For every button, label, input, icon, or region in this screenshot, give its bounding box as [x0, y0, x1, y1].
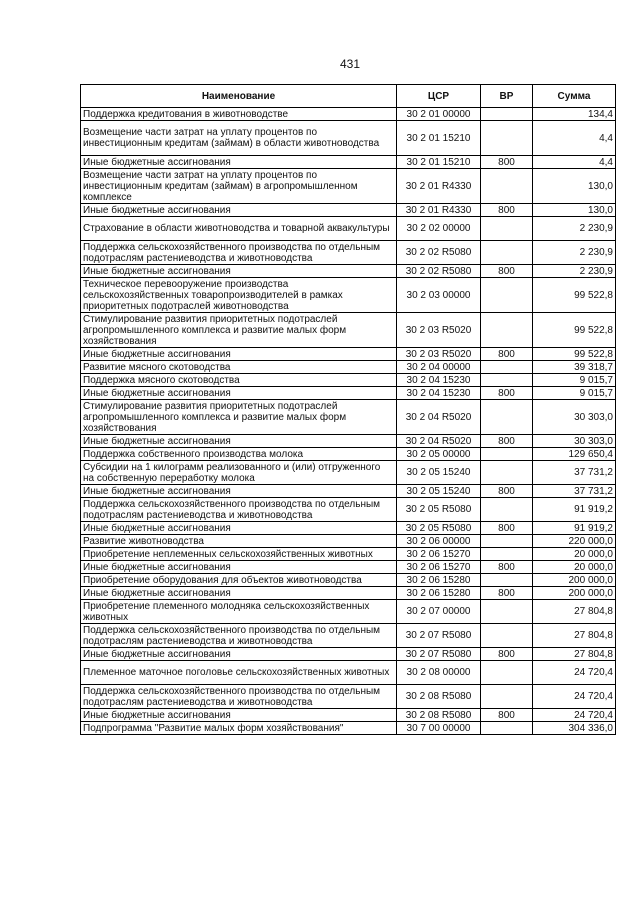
cell-sum: 99 522,8 [533, 313, 616, 348]
table-row [81, 108, 616, 121]
cell-csr: 30 2 02 R5080 [397, 265, 481, 278]
header-name: Наименование [81, 85, 397, 108]
table-row [81, 241, 616, 265]
table-row [81, 387, 616, 400]
cell-vr [481, 169, 533, 204]
cell-name: Стимулирование развития приоритетных подотраслей агропромышленного комплекса и развитие малых форм хозяйствования [81, 313, 397, 348]
cell-sum: 20 000,0 [533, 561, 616, 574]
cell-vr [481, 498, 533, 522]
cell-name: Страхование в области животноводства и товарной аквакультуры [81, 217, 397, 241]
cell-vr [481, 535, 533, 548]
cell-vr [481, 241, 533, 265]
cell-sum: 2 230,9 [533, 217, 616, 241]
cell-vr [481, 108, 533, 121]
cell-vr [481, 121, 533, 156]
table-row [81, 561, 616, 574]
cell-sum: 24 720,4 [533, 685, 616, 709]
cell-sum: 30 303,0 [533, 400, 616, 435]
cell-csr: 30 2 04 15230 [397, 374, 481, 387]
cell-name: Поддержка собственного производства молока [81, 448, 397, 461]
table-row [81, 587, 616, 600]
cell-csr: 30 2 05 R5080 [397, 522, 481, 535]
cell-sum: 91 919,2 [533, 498, 616, 522]
cell-name: Иные бюджетные ассигнования [81, 387, 397, 400]
cell-name: Иные бюджетные ассигнования [81, 648, 397, 661]
cell-name: Поддержка сельскохозяйственного производства по отдельным подотраслям растениеводства и животноводства [81, 685, 397, 709]
cell-sum: 129 650,4 [533, 448, 616, 461]
cell-name: Иные бюджетные ассигнования [81, 561, 397, 574]
cell-sum: 37 731,2 [533, 485, 616, 498]
cell-name: Иные бюджетные ассигнования [81, 709, 397, 722]
cell-name: Поддержка сельскохозяйственного производства по отдельным подотраслям растениеводства и животноводства [81, 241, 397, 265]
cell-sum: 99 522,8 [533, 348, 616, 361]
cell-vr: 800 [481, 387, 533, 400]
cell-name: Подпрограмма "Развитие малых форм хозяйствования" [81, 722, 397, 735]
cell-vr: 800 [481, 522, 533, 535]
cell-vr: 800 [481, 348, 533, 361]
cell-sum: 220 000,0 [533, 535, 616, 548]
cell-vr [481, 313, 533, 348]
cell-csr: 30 2 07 R5080 [397, 624, 481, 648]
cell-name: Поддержка мясного скотоводства [81, 374, 397, 387]
cell-csr: 30 2 04 15230 [397, 387, 481, 400]
cell-vr: 800 [481, 156, 533, 169]
table-header [81, 85, 616, 108]
cell-vr [481, 574, 533, 587]
cell-name: Поддержка кредитования в животноводстве [81, 108, 397, 121]
cell-sum: 20 000,0 [533, 548, 616, 561]
cell-name: Развитие животноводства [81, 535, 397, 548]
cell-csr: 30 2 08 00000 [397, 661, 481, 685]
cell-sum: 91 919,2 [533, 522, 616, 535]
table-row [81, 374, 616, 387]
cell-name: Иные бюджетные ассигнования [81, 204, 397, 217]
cell-csr: 30 2 06 15270 [397, 548, 481, 561]
cell-sum: 2 230,9 [533, 265, 616, 278]
cell-vr [481, 217, 533, 241]
cell-sum: 27 804,8 [533, 624, 616, 648]
table-row [81, 278, 616, 313]
table-row [81, 648, 616, 661]
cell-csr: 30 2 05 15240 [397, 461, 481, 485]
cell-csr: 30 2 01 00000 [397, 108, 481, 121]
cell-name: Иные бюджетные ассигнования [81, 348, 397, 361]
cell-name: Иные бюджетные ассигнования [81, 156, 397, 169]
cell-vr: 800 [481, 204, 533, 217]
cell-vr [481, 361, 533, 374]
table-row [81, 722, 616, 735]
cell-name: Развитие мясного скотоводства [81, 361, 397, 374]
cell-vr [481, 548, 533, 561]
cell-name: Поддержка сельскохозяйственного производства по отдельным подотраслям растениеводства и животноводства [81, 624, 397, 648]
cell-sum: 130,0 [533, 169, 616, 204]
cell-csr: 30 2 07 R5080 [397, 648, 481, 661]
cell-csr: 30 2 02 R5080 [397, 241, 481, 265]
cell-sum: 200 000,0 [533, 574, 616, 587]
table-row [81, 498, 616, 522]
cell-vr [481, 400, 533, 435]
cell-vr: 800 [481, 587, 533, 600]
cell-csr: 30 2 04 R5020 [397, 435, 481, 448]
table-row [81, 485, 616, 498]
cell-vr [481, 685, 533, 709]
cell-csr: 30 2 05 00000 [397, 448, 481, 461]
cell-sum: 130,0 [533, 204, 616, 217]
cell-csr: 30 2 03 00000 [397, 278, 481, 313]
cell-csr: 30 7 00 00000 [397, 722, 481, 735]
table-row [81, 548, 616, 561]
cell-sum: 2 230,9 [533, 241, 616, 265]
cell-csr: 30 2 07 00000 [397, 600, 481, 624]
cell-name: Поддержка сельскохозяйственного производства по отдельным подотраслям растениеводства и животноводства [81, 498, 397, 522]
table-row [81, 435, 616, 448]
cell-name: Субсидии на 1 килограмм реализованного и (или) отгруженного на собственную переработку молока [81, 461, 397, 485]
cell-sum: 134,4 [533, 108, 616, 121]
cell-vr: 800 [481, 485, 533, 498]
cell-csr: 30 2 06 00000 [397, 535, 481, 548]
cell-sum: 99 522,8 [533, 278, 616, 313]
header-vr: ВР [481, 85, 533, 108]
cell-name: Возмещение части затрат на уплату процентов по инвестиционным кредитам (займам) в области животноводства [81, 121, 397, 156]
table-row [81, 448, 616, 461]
cell-vr [481, 374, 533, 387]
cell-sum: 9 015,7 [533, 387, 616, 400]
cell-csr: 30 2 06 15280 [397, 587, 481, 600]
cell-name: Техническое перевооружение производства сельскохозяйственных товаропроизводителей в рамках приоритетных подотраслей животноводства [81, 278, 397, 313]
cell-csr: 30 2 08 R5080 [397, 685, 481, 709]
cell-vr [481, 624, 533, 648]
cell-sum: 9 015,7 [533, 374, 616, 387]
table-row [81, 535, 616, 548]
cell-vr [481, 661, 533, 685]
table-row [81, 461, 616, 485]
table-row [81, 217, 616, 241]
table-row [81, 169, 616, 204]
cell-sum: 304 336,0 [533, 722, 616, 735]
cell-vr: 800 [481, 709, 533, 722]
cell-sum: 24 720,4 [533, 661, 616, 685]
cell-name: Стимулирование развития приоритетных подотраслей агропромышленного комплекса и развитие малых форм хозяйствования [81, 400, 397, 435]
cell-name: Приобретение оборудования для объектов животноводства [81, 574, 397, 587]
cell-csr: 30 2 03 R5020 [397, 313, 481, 348]
table-row [81, 121, 616, 156]
table-row [81, 709, 616, 722]
cell-name: Иные бюджетные ассигнования [81, 435, 397, 448]
cell-csr: 30 2 06 15280 [397, 574, 481, 587]
cell-sum: 39 318,7 [533, 361, 616, 374]
cell-vr: 800 [481, 648, 533, 661]
cell-name: Возмещение части затрат на уплату процентов по инвестиционным кредитам (займам) в агропромышленном комплексе [81, 169, 397, 204]
cell-name: Иные бюджетные ассигнования [81, 587, 397, 600]
cell-csr: 30 2 01 15210 [397, 121, 481, 156]
table-row [81, 361, 616, 374]
budget-table [80, 84, 616, 735]
cell-sum: 27 804,8 [533, 648, 616, 661]
cell-name: Приобретение племенного молодняка сельскохозяйственных животных [81, 600, 397, 624]
cell-sum: 37 731,2 [533, 461, 616, 485]
table-row [81, 313, 616, 348]
table-row [81, 348, 616, 361]
table-row [81, 522, 616, 535]
cell-csr: 30 2 08 R5080 [397, 709, 481, 722]
cell-sum: 24 720,4 [533, 709, 616, 722]
cell-sum: 200 000,0 [533, 587, 616, 600]
table-row [81, 204, 616, 217]
cell-name: Иные бюджетные ассигнования [81, 265, 397, 278]
table-row [81, 661, 616, 685]
table-row [81, 265, 616, 278]
cell-name: Иные бюджетные ассигнования [81, 522, 397, 535]
cell-vr [481, 600, 533, 624]
cell-vr: 800 [481, 265, 533, 278]
cell-csr: 30 2 04 00000 [397, 361, 481, 374]
cell-name: Племенное маточное поголовье сельскохозяйственных животных [81, 661, 397, 685]
table-row [81, 600, 616, 624]
cell-vr: 800 [481, 561, 533, 574]
cell-csr: 30 2 02 00000 [397, 217, 481, 241]
cell-csr: 30 2 03 R5020 [397, 348, 481, 361]
cell-csr: 30 2 05 15240 [397, 485, 481, 498]
table-row [81, 685, 616, 709]
cell-csr: 30 2 06 15270 [397, 561, 481, 574]
table-row [81, 400, 616, 435]
cell-sum: 27 804,8 [533, 600, 616, 624]
cell-sum: 4,4 [533, 156, 616, 169]
cell-csr: 30 2 01 R4330 [397, 204, 481, 217]
cell-csr: 30 2 04 R5020 [397, 400, 481, 435]
table-body [81, 108, 616, 735]
cell-sum: 30 303,0 [533, 435, 616, 448]
cell-sum: 4,4 [533, 121, 616, 156]
cell-name: Иные бюджетные ассигнования [81, 485, 397, 498]
cell-vr: 800 [481, 435, 533, 448]
header-csr: ЦСР [397, 85, 481, 108]
cell-csr: 30 2 05 R5080 [397, 498, 481, 522]
cell-vr [481, 448, 533, 461]
cell-vr [481, 461, 533, 485]
cell-vr [481, 278, 533, 313]
cell-csr: 30 2 01 15210 [397, 156, 481, 169]
cell-name: Приобретение неплеменных сельскохозяйственных животных [81, 548, 397, 561]
cell-csr: 30 2 01 R4330 [397, 169, 481, 204]
page-number: 431 [339, 57, 361, 71]
table-row [81, 574, 616, 587]
header-sum: Сумма [533, 85, 616, 108]
cell-vr [481, 722, 533, 735]
table-row [81, 624, 616, 648]
table-row [81, 156, 616, 169]
